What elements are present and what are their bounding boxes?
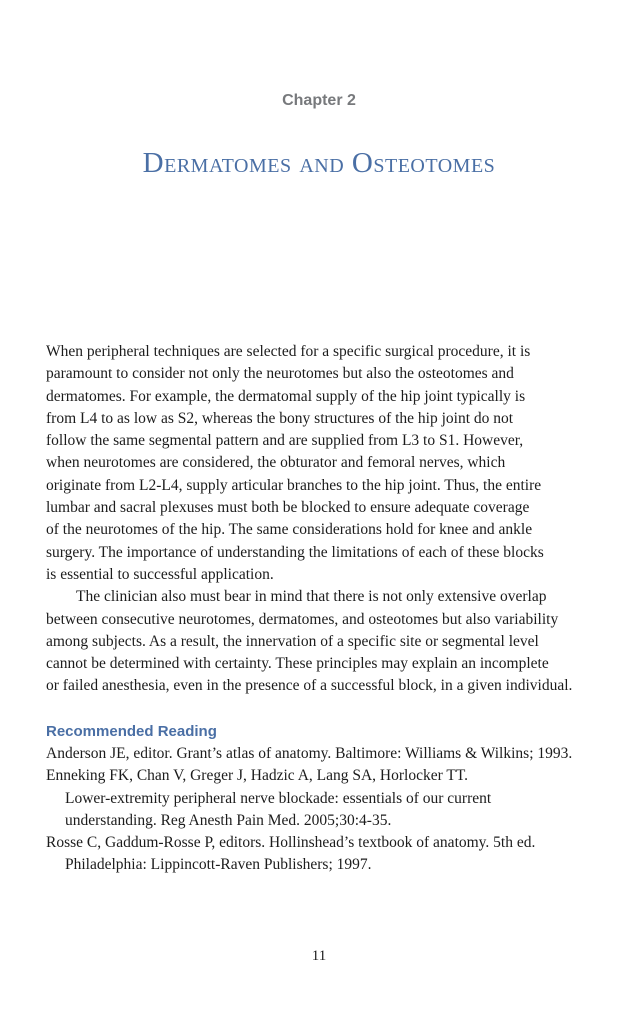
reference-continuation: understanding. Reg Anesth Pain Med. 2005;30:4-35.	[65, 811, 392, 829]
reference-item: Anderson JE, editor. Grant’s atlas of anatomy. Baltimore: Williams & Wilkins; 1993.	[46, 745, 573, 762]
body-line: surgery. The importance of understanding the limitations of each of these blocks	[46, 543, 544, 561]
body-line: paramount to consider not only the neurotomes but also the osteotomes and	[46, 365, 514, 383]
body-line: follow the same segmental pattern and are supplied from L3 to S1. However,	[46, 432, 524, 450]
reference-item: Enneking FK, Chan V, Greger J, Hadzic A, Lang SA, Horlocker TT.	[46, 767, 469, 785]
body-line: when neurotomes are considered, the obturator and femoral nerves, which	[46, 454, 506, 472]
reference-item: Rosse C, Gaddum-Rosse P, editors. Hollinshead’s textbook of anatomy. 5th ed.	[46, 834, 536, 852]
body-line: When peripheral techniques are selected for a specific surgical procedure, it is	[46, 343, 531, 360]
body-line: lumbar and sacral plexuses must both be blocked to ensure adequate coverage	[46, 499, 530, 517]
chapter-label: Chapter 2	[282, 92, 356, 109]
body-line: The clinician also must bear in mind that there is not only extensive overlap	[76, 588, 547, 606]
body-line: is essential to successful application.	[46, 565, 274, 583]
page-number: 11	[311, 948, 327, 964]
body-line: from L4 to as low as S2, whereas the bony structures of the hip joint do not	[46, 409, 514, 427]
reference-continuation: Lower-extremity peripheral nerve blockade: essentials of our current	[65, 789, 492, 807]
chapter-title: Dermatomes and Osteotomes	[142, 147, 496, 179]
body-line: dermatomes. For example, the dermatomal supply of the hip joint typically is	[46, 387, 526, 405]
reference-continuation: Philadelphia: Lippincott-Raven Publishers; 1997.	[65, 856, 372, 874]
body-line: or failed anesthesia, even in the presence of a successful block, in a given individual.	[46, 677, 573, 695]
body-line: among subjects. As a result, the innervation of a specific site or segmental level	[46, 632, 539, 650]
recommended-reading-heading: Recommended Reading	[46, 723, 217, 740]
body-line: of the neurotomes of the hip. The same considerations hold for knee and ankle	[46, 521, 533, 539]
body-line: cannot be determined with certainty. These principles may explain an incomplete	[46, 655, 549, 673]
reference-list	[46, 743, 616, 877]
body-line: between consecutive neurotomes, dermatomes, and osteotomes but also variability	[46, 610, 559, 628]
body-text	[46, 341, 606, 698]
body-line: originate from L2-L4, supply articular branches to the hip joint. Thus, the entire	[46, 476, 542, 494]
